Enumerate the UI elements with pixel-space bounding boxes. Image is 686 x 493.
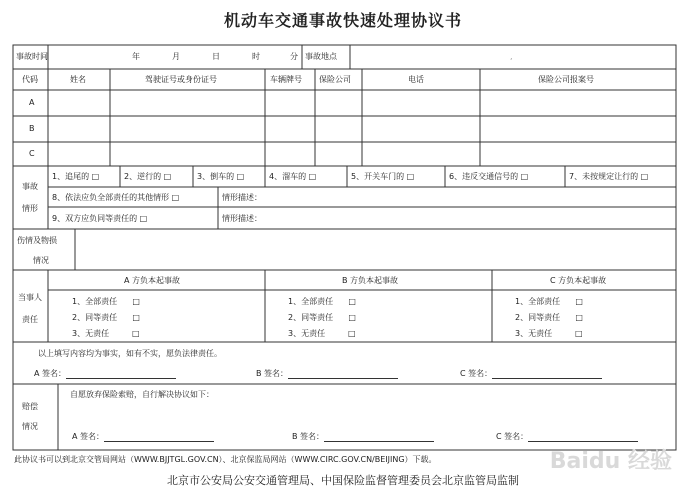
compensation-label-top: 赔偿 — [22, 402, 38, 411]
accident-place-label: 事故地点 — [305, 52, 337, 61]
party-code-b: B — [29, 124, 35, 133]
liability-a-none[interactable]: 3、无责任 □ — [72, 329, 140, 338]
download-footnote: 此协议书可以到北京交管局网站（WWW.BJJTGL.GOV.CN）、北京保监局网站（WWW.CIRC.GOV.CN/BEIJING）下载。 — [14, 455, 437, 464]
injury-label-bottom: 情况 — [33, 256, 49, 265]
compensation-label-bottom: 情况 — [22, 422, 38, 431]
checkbox-icon: □ — [236, 172, 245, 181]
liability-b-none[interactable]: 3、无责任 □ — [288, 329, 356, 338]
liability-c-equal[interactable]: 2、同等责任 □ — [515, 313, 583, 322]
liability-b-full[interactable]: 1、全部责任 □ — [288, 297, 356, 306]
document-title: 机动车交通事故快速处理协议书 — [223, 11, 462, 30]
situation-item-6[interactable]: 6、违反交通信号的 □ — [449, 172, 529, 181]
checkbox-icon: □ — [640, 172, 649, 181]
situation-item-3[interactable]: 3、倒车的 □ — [197, 172, 245, 181]
year-label: 年 — [132, 52, 140, 61]
checkbox-icon: □ — [520, 172, 529, 181]
liability-column-c: C 方负本起事故 — [550, 276, 607, 285]
header-name: 姓名 — [70, 75, 86, 84]
situation-item-4[interactable]: 4、溜车的 □ — [269, 172, 317, 181]
month-label: 月 — [172, 52, 180, 61]
situation-item-7[interactable]: 7、未按规定让行的 □ — [569, 172, 649, 181]
checkbox-icon: □ — [132, 297, 140, 306]
checkbox-icon: □ — [91, 172, 100, 181]
confirm-signature-c[interactable]: C 签名： — [460, 369, 602, 379]
issuer-line: 北京市公安局公安交通管理局、中国保险监督管理委员会北京监管局监制 — [167, 474, 519, 487]
checkbox-icon: □ — [406, 172, 415, 181]
header-plate: 车辆牌号 — [270, 75, 302, 84]
checkbox-icon: □ — [139, 214, 148, 223]
compensation-signature-c[interactable]: C 签名： — [496, 432, 638, 442]
compensation-signature-b[interactable]: B 签名： — [292, 432, 434, 442]
checkbox-icon: □ — [575, 313, 583, 322]
situation-item-8[interactable]: 8、依法应负全部责任的其他情形 □ — [52, 193, 180, 202]
accident-time-label: 事故时间 — [16, 52, 48, 61]
party-code-c: C — [29, 149, 35, 158]
situation-item-2[interactable]: 2、逆行的 □ — [124, 172, 172, 181]
header-claim-number: 保险公司报案号 — [538, 75, 594, 84]
header-license: 驾驶证号或身份证号 — [145, 75, 217, 84]
confirm-statement: 以上填写内容均为事实，如有不实，愿负法律责任。 — [38, 349, 222, 358]
liability-column-b: B 方负本起事故 — [342, 276, 399, 285]
confirm-signature-b[interactable]: B 签名： — [256, 369, 398, 379]
liability-a-equal[interactable]: 2、同等责任 □ — [72, 313, 140, 322]
situation-desc-label-2: 情形描述： — [222, 214, 262, 223]
checkbox-icon: □ — [171, 193, 180, 202]
liability-c-full[interactable]: 1、全部责任 □ — [515, 297, 583, 306]
hour-label: 时 — [252, 52, 260, 61]
compensation-statement: 自愿放弃保险索赔，自行解决协议如下： — [70, 390, 214, 399]
checkbox-icon: □ — [574, 329, 583, 338]
situation-item-5[interactable]: 5、开关车门的 □ — [351, 172, 415, 181]
liability-label-bottom: 责任 — [22, 315, 38, 324]
header-insurer: 保险公司 — [319, 75, 351, 84]
situation-desc-label-1: 情形描述： — [222, 193, 262, 202]
situation-item-9[interactable]: 9、双方应负同等责任的 □ — [52, 214, 148, 223]
checkbox-icon: □ — [347, 329, 356, 338]
checkbox-icon: □ — [348, 313, 356, 322]
liability-c-none[interactable]: 3、无责任 □ — [515, 329, 583, 338]
party-code-a: A — [29, 98, 35, 107]
liability-b-equal[interactable]: 2、同等责任 □ — [288, 313, 356, 322]
checkbox-icon: □ — [163, 172, 172, 181]
day-label: 日 — [212, 52, 220, 61]
situation-item-1[interactable]: 1、追尾的 □ — [52, 172, 100, 181]
checkbox-icon: □ — [348, 297, 356, 306]
header-code: 代码 — [22, 75, 38, 84]
minute-label: 分 — [290, 52, 298, 61]
checkbox-icon: □ — [131, 329, 140, 338]
liability-a-full[interactable]: 1、全部责任 □ — [72, 297, 140, 306]
liability-label-top: 当事人 — [18, 293, 42, 302]
watermark: Baidu 经验 — [549, 449, 672, 474]
checkbox-icon: □ — [575, 297, 583, 306]
checkbox-icon: □ — [308, 172, 317, 181]
injury-label-top: 伤情及物损 — [17, 236, 57, 245]
header-phone: 电话 — [408, 75, 424, 84]
checkbox-icon: □ — [132, 313, 140, 322]
liability-column-a: A 方负本起事故 — [124, 276, 181, 285]
compensation-signature-a[interactable]: A 签名： — [72, 432, 214, 442]
situation-label-top: 事故 — [22, 182, 38, 191]
situation-label-bottom: 情形 — [22, 204, 38, 213]
confirm-signature-a[interactable]: A 签名： — [34, 369, 176, 379]
